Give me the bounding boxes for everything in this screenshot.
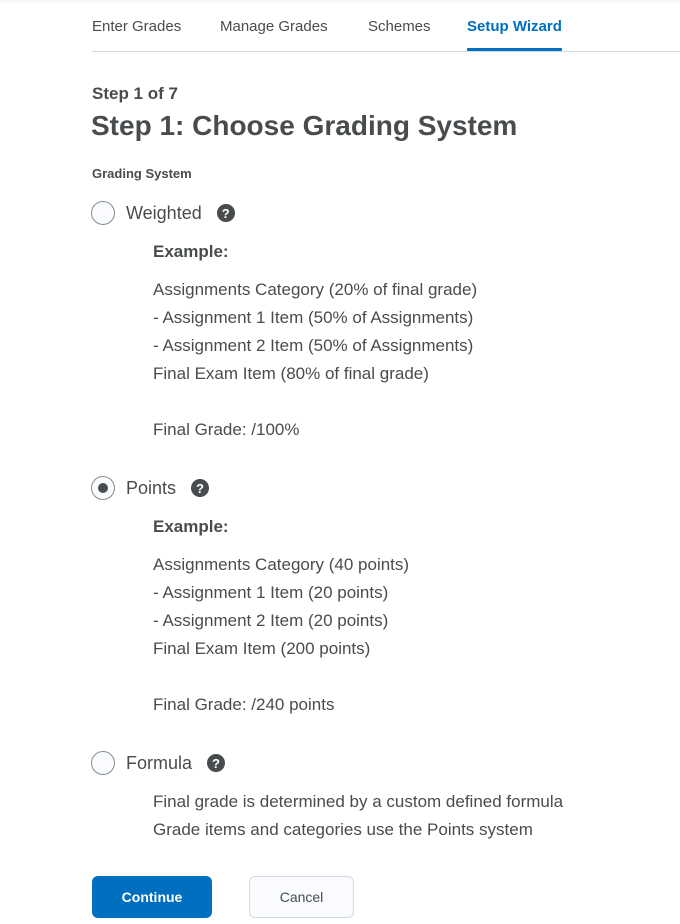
- example-line: Assignments Category (40 points): [153, 555, 410, 574]
- example-final-grade: Final Grade: /240 points: [153, 695, 335, 714]
- example-title: Example:: [153, 517, 229, 536]
- example-line: Final Exam Item (200 points): [153, 639, 371, 658]
- question-circle-icon[interactable]: ?: [207, 754, 225, 772]
- example-line: - Assignment 1 Item (20 points): [153, 583, 389, 602]
- example-line: - Assignment 2 Item (50% of Assignments): [153, 336, 474, 355]
- tab-enter-grades[interactable]: Enter Grades: [92, 18, 182, 35]
- example-lines: [153, 551, 409, 663]
- example-line: Assignments Category (20% of final grade): [153, 280, 478, 299]
- cancel-button[interactable]: Cancel: [249, 876, 354, 918]
- grades-tab-bar: [92, 0, 680, 52]
- option-weighted[interactable]: [91, 201, 235, 225]
- formula-description: [153, 788, 563, 844]
- radio-points[interactable]: [91, 476, 115, 500]
- tab-setup-wizard[interactable]: Setup Wizard: [467, 18, 562, 52]
- question-circle-icon[interactable]: ?: [217, 204, 235, 222]
- option-points-label: Points: [126, 477, 177, 498]
- formula-description-line: Final grade is determined by a custom defined formula: [153, 792, 564, 811]
- option-formula-label: Formula: [126, 752, 193, 773]
- points-example: [153, 515, 409, 719]
- radio-weighted[interactable]: [91, 201, 115, 225]
- example-lines: [153, 276, 477, 388]
- option-weighted-label: Weighted: [126, 202, 202, 223]
- page-title: Step 1: Choose Grading System: [91, 110, 518, 141]
- example-line: - Assignment 2 Item (20 points): [153, 611, 389, 630]
- weighted-example: [153, 240, 477, 444]
- step-progress: Step 1 of 7: [92, 84, 178, 103]
- question-circle-icon[interactable]: ?: [191, 479, 209, 497]
- option-formula[interactable]: [91, 751, 225, 775]
- example-title: Example:: [153, 242, 229, 261]
- example-final-grade: Final Grade: /100%: [153, 420, 300, 439]
- example-line: Final Exam Item (80% of final grade): [153, 364, 429, 383]
- grading-system-label: Grading System: [92, 166, 192, 181]
- option-points[interactable]: [91, 476, 209, 500]
- example-line: - Assignment 1 Item (50% of Assignments): [153, 308, 474, 327]
- radio-formula[interactable]: [91, 751, 115, 775]
- formula-description-line: Grade items and categories use the Points system: [153, 820, 533, 839]
- tab-manage-grades[interactable]: Manage Grades: [220, 18, 328, 35]
- tab-schemes[interactable]: Schemes: [368, 18, 431, 35]
- continue-button[interactable]: Continue: [92, 876, 212, 918]
